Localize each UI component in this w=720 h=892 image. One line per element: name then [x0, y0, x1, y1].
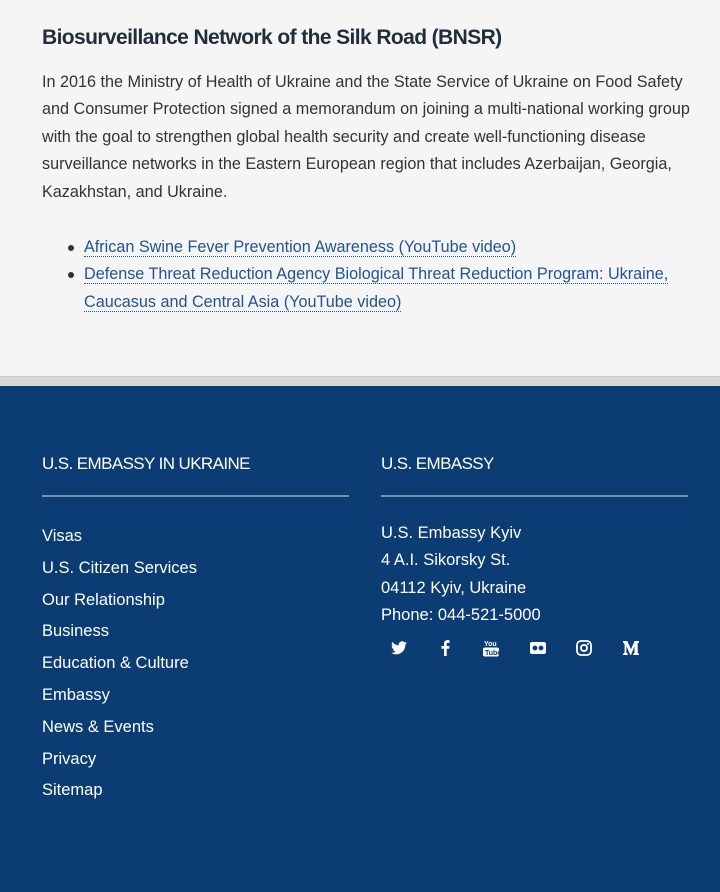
footer-link-sitemap[interactable]: Sitemap [42, 781, 103, 800]
article-section [0, 0, 720, 376]
site-footer [0, 386, 720, 892]
footer-left-rule [42, 495, 349, 497]
embassy-street: 4 A.I. Sikorsky St. [381, 551, 511, 570]
list-item [42, 261, 702, 316]
embassy-city: 04112 Kyiv, Ukraine [381, 578, 527, 597]
video-link-list [42, 234, 702, 316]
swine-fever-video-link[interactable]: African Swine Fever Prevention Awareness (YouTube video) [84, 238, 517, 256]
footer-nav [42, 522, 197, 808]
footer-right-rule [381, 495, 688, 497]
medium-icon[interactable] [620, 637, 642, 659]
flickr-icon[interactable] [527, 637, 549, 659]
footer-link-business[interactable]: Business [42, 622, 109, 641]
dtra-video-link[interactable]: Defense Threat Reduction Agency Biological Threat Reduction Program: Ukraine, Caucasus and Central Asia (YouTube video) [84, 265, 669, 311]
section-divider [0, 376, 720, 386]
footer-link-education-culture[interactable]: Education & Culture [42, 654, 189, 673]
bullet-icon [68, 272, 74, 278]
article-heading: Biosurveillance Network of the Silk Road (BNSR) [42, 26, 502, 49]
article-paragraph: In 2016 the Ministry of Health of Ukraine and the State Service of Ukraine on Food Safety and Consumer Protection signed a memorandum on joining a multi-national working group with the goal to strengthen global health security and create well-functioning disease surveillance networks in the Eastern European region that includes Azerbaijan, Georgia, Kazakhstan, and Ukraine. [42, 73, 690, 201]
list-item [42, 234, 702, 261]
svg-text:Tube: Tube [485, 650, 502, 657]
footer-left-title: U.S. EMBASSY IN UKRAINE [42, 454, 250, 473]
twitter-icon[interactable] [388, 637, 410, 659]
footer-link-our-relationship[interactable]: Our Relationship [42, 590, 165, 609]
embassy-name: U.S. Embassy Kyiv [381, 524, 522, 542]
youtube-icon[interactable] [480, 637, 502, 659]
footer-link-embassy[interactable]: Embassy [42, 685, 110, 704]
embassy-phone: Phone: 044-521-5000 [381, 606, 541, 625]
svg-text:You: You [484, 641, 497, 648]
embassy-address [381, 520, 541, 630]
footer-link-news-events[interactable]: News & Events [42, 717, 154, 736]
footer-link-citizen-services[interactable]: U.S. Citizen Services [42, 558, 197, 577]
footer-link-visas[interactable]: Visas [42, 527, 83, 545]
footer-link-privacy[interactable]: Privacy [42, 749, 97, 768]
footer-right-title: U.S. EMBASSY [381, 454, 494, 473]
instagram-icon[interactable] [573, 637, 595, 659]
bullet-icon [68, 245, 74, 251]
facebook-icon[interactable] [434, 637, 456, 659]
